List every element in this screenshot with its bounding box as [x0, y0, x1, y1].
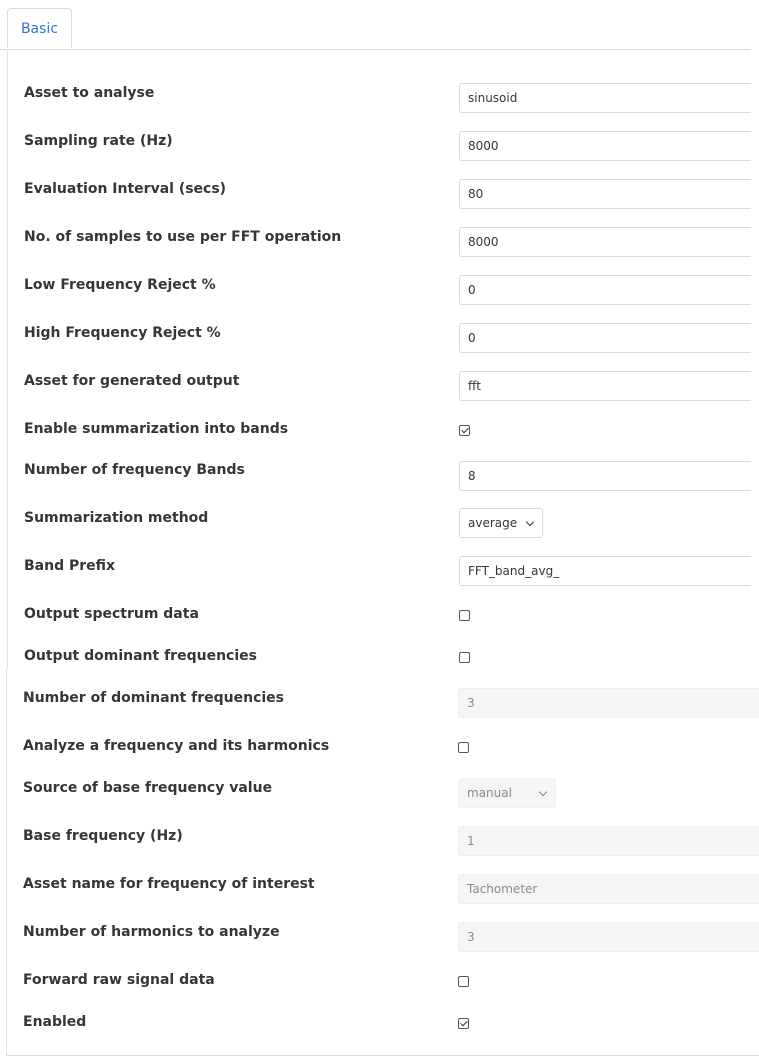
asset-input[interactable]: sinusoid	[459, 83, 751, 113]
enable-bands-checkbox[interactable]	[459, 425, 470, 436]
analyze-harmonics-checkbox[interactable]	[458, 742, 469, 753]
enabled-label: Enabled	[23, 1014, 87, 1030]
config-panel-harmonics	[6, 669, 759, 1056]
eval-interval-input[interactable]: 80	[459, 179, 751, 209]
enabled-checkbox[interactable]	[458, 1018, 469, 1029]
output-dominant-label: Output dominant frequencies	[24, 648, 257, 664]
tab-bar	[0, 0, 751, 50]
summarization-method-select[interactable]	[459, 508, 543, 538]
sampling-rate-label: Sampling rate (Hz)	[24, 133, 173, 149]
low-reject-label: Low Frequency Reject %	[24, 277, 216, 293]
band-prefix-label: Band Prefix	[24, 558, 116, 574]
base-source-select[interactable]	[458, 778, 556, 808]
num-dominant-label: Number of dominant frequencies	[23, 690, 284, 706]
chevron-down-icon	[526, 518, 534, 526]
summarization-method-label: Summarization method	[24, 510, 209, 526]
base-source-label: Source of base frequency value	[23, 780, 273, 796]
num-dominant-input[interactable]: 3	[458, 688, 759, 718]
num-harmonics-input[interactable]: 3	[458, 922, 759, 952]
output-asset-input[interactable]: fft	[459, 371, 751, 401]
high-reject-input[interactable]: 0	[459, 323, 751, 353]
summarization-method-value: average	[468, 516, 518, 530]
output-dominant-checkbox[interactable]	[459, 652, 470, 663]
base-source-value: manual	[467, 786, 512, 800]
output-asset-label: Asset for generated output	[24, 373, 240, 389]
frequency-asset-label: Asset name for frequency of interest	[23, 876, 315, 892]
analyze-harmonics-label: Analyze a frequency and its harmonics	[23, 738, 330, 754]
forward-raw-label: Forward raw signal data	[23, 972, 215, 988]
enable-bands-label: Enable summarization into bands	[24, 421, 289, 437]
base-frequency-label: Base frequency (Hz)	[23, 828, 183, 844]
forward-raw-checkbox[interactable]	[458, 976, 469, 987]
chevron-down-icon	[539, 788, 547, 796]
band-prefix-input[interactable]: FFT_band_avg_	[459, 556, 751, 586]
output-spectrum-checkbox[interactable]	[459, 610, 470, 621]
frequency-asset-input[interactable]: Tachometer	[458, 874, 759, 904]
tab-basic[interactable]: Basic	[7, 8, 72, 48]
low-reject-input[interactable]: 0	[459, 275, 751, 305]
samples-per-fft-input[interactable]: 8000	[459, 227, 751, 257]
asset-label: Asset to analyse	[24, 85, 155, 101]
output-spectrum-label: Output spectrum data	[24, 606, 199, 622]
samples-per-fft-label: No. of samples to use per FFT operation	[24, 229, 342, 245]
high-reject-label: High Frequency Reject %	[24, 325, 221, 341]
base-frequency-input[interactable]: 1	[458, 826, 759, 856]
eval-interval-label: Evaluation Interval (secs)	[24, 181, 227, 197]
num-bands-label: Number of frequency Bands	[24, 462, 245, 478]
num-harmonics-label: Number of harmonics to analyze	[23, 924, 280, 940]
sampling-rate-input[interactable]: 8000	[459, 131, 751, 161]
num-bands-input[interactable]: 8	[459, 461, 751, 491]
